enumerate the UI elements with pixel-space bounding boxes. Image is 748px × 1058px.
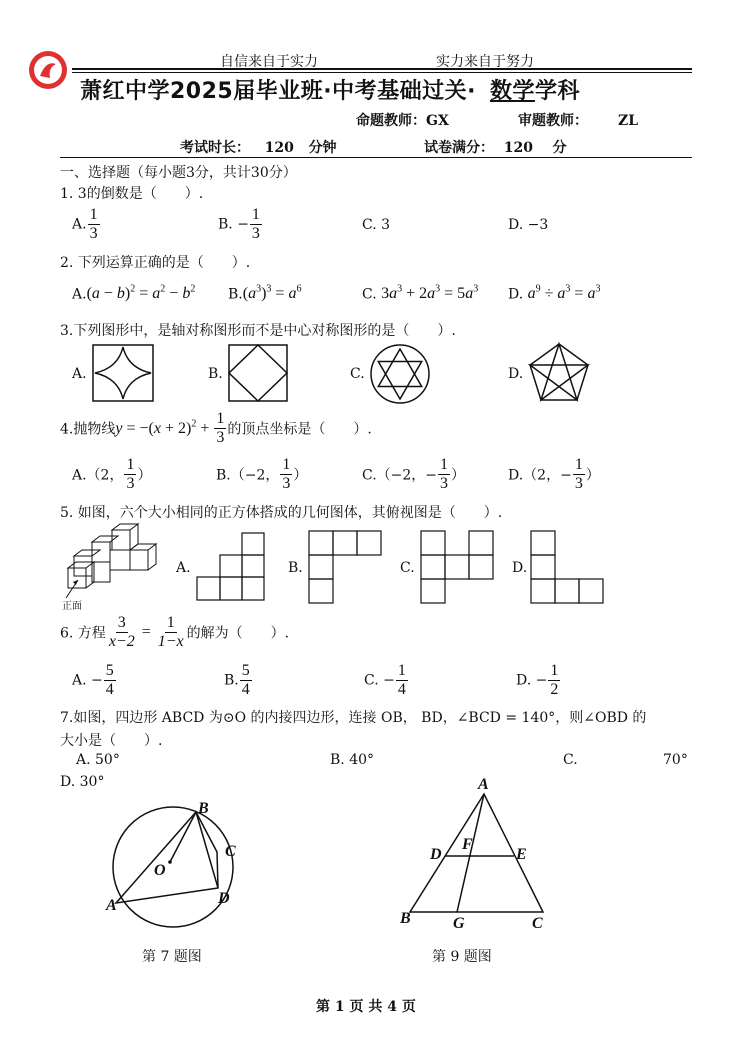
- full-score: 试卷满分： 120 分: [424, 140, 567, 156]
- q1-option-b: B. − $\frac{1}{3}$: [218, 206, 260, 242]
- q2-stem: 2. 下列运算正确的是（ ）.: [60, 255, 251, 271]
- q7-stem-line1: 7.如图，四边形 ABCD 为⊙O 的内接四边形，连接 OB， BD，∠BCD = 140°，则∠OBD 的: [60, 710, 647, 726]
- q4-stem: 4.抛物线$y = -(x + 2)^2$ + $\frac{1}{3}$ 的顶点坐标是（ ）.: [60, 410, 372, 446]
- q7-option-c-value: 70°: [663, 752, 688, 768]
- q6-option-c: C. − $\frac{1}{4}$: [364, 662, 406, 698]
- header-rule-top-thin: [72, 72, 692, 73]
- q7-stem-line2: 大小是（ ）.: [60, 733, 163, 749]
- q5-option-d-label: D.: [512, 560, 528, 576]
- fig7-label-b: B: [198, 800, 209, 817]
- q5-front-label: 正面: [62, 601, 82, 612]
- q2-option-c: C. $3a^3 + 2a^3 = 5a^3$: [362, 284, 479, 303]
- header-rule-top: [72, 68, 692, 70]
- q2-option-d: D. $a^9 \div a^3 = a^3$: [508, 284, 601, 303]
- fig9-label-f: F: [462, 836, 473, 853]
- fig7-caption: 第 7 题图: [142, 949, 202, 965]
- fig7-label-o: O: [154, 862, 166, 879]
- header-rule-bottom: [60, 157, 692, 158]
- q6-option-b: B. $\frac{5}{4}$: [224, 662, 250, 698]
- q4-option-b: B.（−2， $\frac{1}{3}$ ）: [216, 456, 308, 492]
- q7-option-b: B. 40°: [330, 752, 375, 768]
- q7-option-d: D. 30°: [60, 774, 105, 790]
- figure-9-triangle: [400, 790, 560, 920]
- q5-view-b: [308, 530, 382, 604]
- section-heading: 一、选择题（每小题3分，共计30分）: [60, 165, 297, 181]
- fig7-label-a: A: [106, 897, 117, 914]
- q3-option-d-label: D.: [508, 366, 524, 382]
- q2-option-a: $A.(a - b)^2 = a^2 - b^2$: [72, 284, 196, 303]
- q1-option-c: C. 3: [362, 217, 391, 233]
- q5-view-c: [420, 530, 494, 604]
- q3-option-b-label: B.: [208, 366, 223, 382]
- motto-left: 自信来自于实力: [220, 54, 318, 70]
- fig9-label-d: D: [430, 846, 442, 863]
- q6-option-a: A. − $\frac{5}{4}$: [72, 662, 114, 698]
- q6-option-d: D. − $\frac{1}{2}$: [516, 662, 559, 698]
- reviewer-info: 审题教师： ZL: [518, 113, 639, 129]
- motto-right: 实力来自于努力: [436, 54, 534, 70]
- q4-option-c: C.（−2，− $\frac{1}{3}$ ）: [362, 456, 466, 492]
- q5-stem: 5. 如图，六个大小相同的正方体搭成的几何图体，其俯视图是（ ）.: [60, 505, 503, 521]
- fig7-label-c: C: [225, 843, 236, 860]
- q3-figure-b-square-diamond: [228, 344, 288, 402]
- exam-time: 考试时长： 120 分钟: [180, 140, 337, 156]
- q1-option-d: D. −3: [508, 217, 549, 233]
- q3-figure-d-pentagram-pentagon: [527, 342, 591, 404]
- fig9-caption: 第 9 题图: [432, 949, 492, 965]
- q3-option-a-label: A.: [72, 366, 87, 382]
- q7-option-c-label: C.: [563, 752, 578, 768]
- q5-view-a: [196, 532, 266, 602]
- q3-option-c-label: C.: [350, 366, 365, 382]
- fig7-label-d: D: [218, 890, 230, 907]
- fig9-label-b: B: [400, 910, 411, 927]
- page-title: 萧红中学2025届毕业班·中考基础过关· 数学学科: [80, 79, 580, 104]
- q1-stem: 1. 3的倒数是（ ）.: [60, 186, 204, 202]
- fig9-label-a: A: [478, 776, 489, 793]
- q5-view-d: [530, 530, 604, 604]
- q5-option-c-label: C.: [400, 560, 415, 576]
- fig9-label-c: C: [532, 915, 543, 932]
- school-logo: [28, 50, 68, 90]
- q6-stem: 6. 方程 $\frac{3}{x-2}$ = $\frac{1}{1-x}$ 的解为（ ）.: [60, 614, 290, 650]
- q4-option-a: A.（2， $\frac{1}{3}$ ）: [72, 456, 152, 492]
- q3-stem: 3.下列图形中，是轴对称图形而不是中心对称图形的是（ ）.: [60, 323, 456, 339]
- q2-option-b: $B.(a^3)^3 = a^6$: [228, 284, 302, 303]
- author-info: 命题教师：GX: [356, 113, 449, 129]
- q5-option-b-label: B.: [288, 560, 303, 576]
- q5-option-a-label: A.: [176, 560, 191, 576]
- fig9-label-e: E: [516, 846, 527, 863]
- q7-option-a: A. 50°: [76, 752, 120, 768]
- page-number: 第 1 页 共 4 页: [316, 999, 416, 1015]
- q1-option-a: A. $\frac{1}{3}$: [72, 206, 98, 242]
- q3-figure-c-hexagram-circle: [370, 344, 430, 404]
- figure-7-circle-quadrilateral: [100, 800, 250, 930]
- q4-option-d: D.（2，− $\frac{1}{3}$ ）: [508, 456, 600, 492]
- q3-figure-a-four-point-star: [92, 344, 154, 402]
- fig9-label-g: G: [453, 915, 465, 932]
